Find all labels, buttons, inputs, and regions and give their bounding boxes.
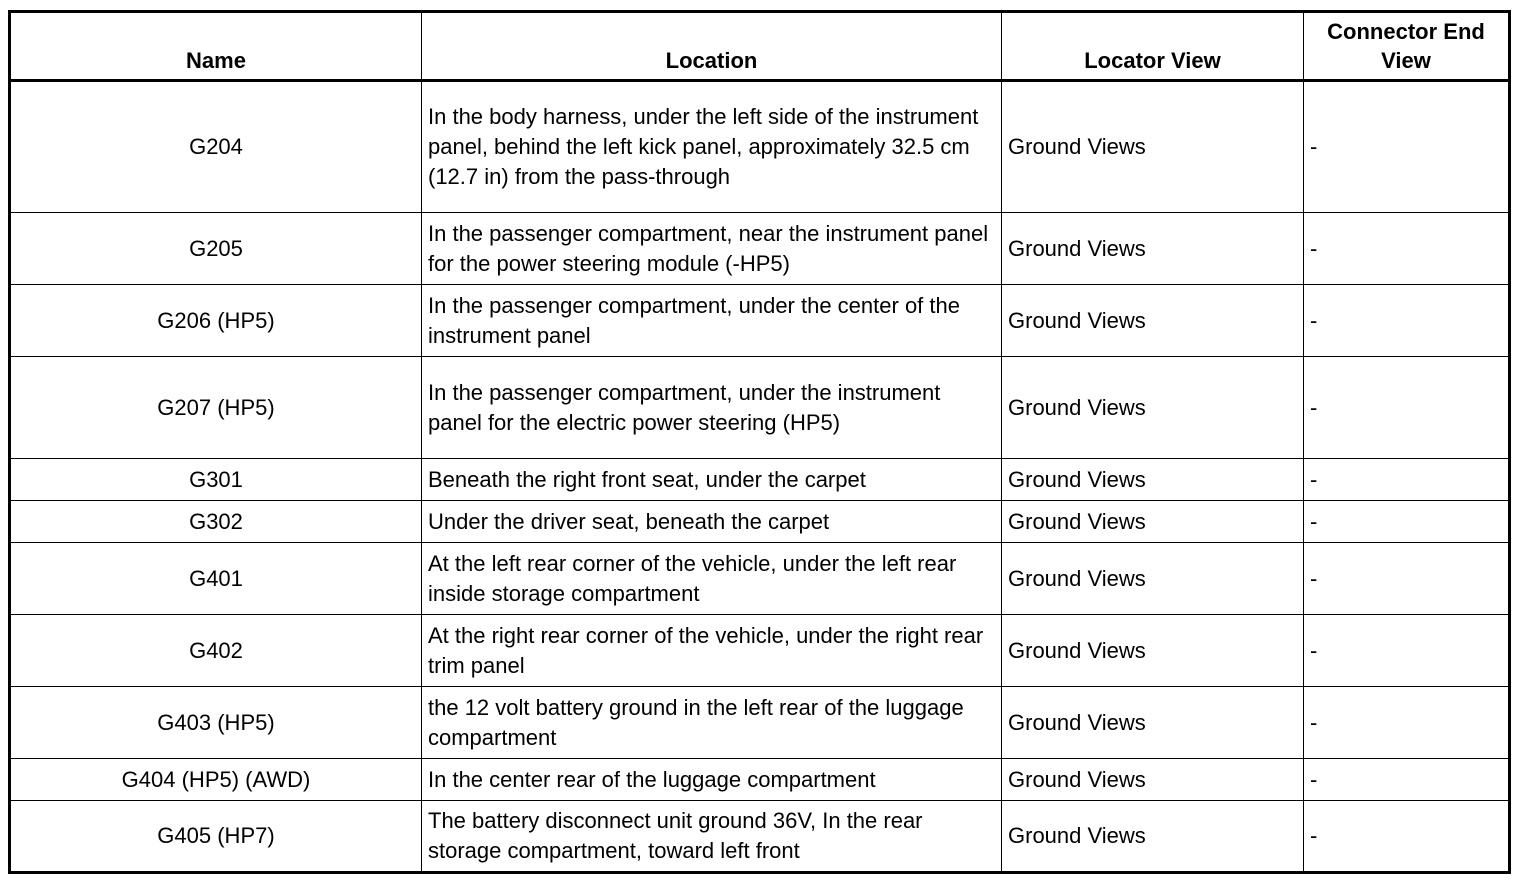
cell-name: G301 <box>10 459 422 501</box>
table-row <box>10 81 1510 213</box>
cell-connector-end-view: - <box>1304 213 1510 285</box>
cell-location: Beneath the right front seat, under the carpet <box>422 459 1002 501</box>
cell-location: In the passenger compartment, under the center of the instrument panel <box>422 285 1002 357</box>
cell-connector-end-view: - <box>1304 801 1510 873</box>
cell-locator-view-link[interactable]: Ground Views <box>1002 357 1304 459</box>
table-row <box>10 543 1510 615</box>
table-row <box>10 687 1510 759</box>
cell-location: In the body harness, under the left side of the instrument panel, behind the left kick panel, approximately 32.5 cm (12.7 in) from the pass-through <box>422 81 1002 213</box>
cell-name: G207 (HP5) <box>10 357 422 459</box>
cell-name: G402 <box>10 615 422 687</box>
cell-locator-view-link[interactable]: Ground Views <box>1002 687 1304 759</box>
cell-locator-view-link[interactable]: Ground Views <box>1002 759 1304 801</box>
cell-locator-view-link[interactable]: Ground Views <box>1002 801 1304 873</box>
cell-location: In the passenger compartment, near the instrument panel for the power steering module (-HP5) <box>422 213 1002 285</box>
cell-locator-view-link[interactable]: Ground Views <box>1002 501 1304 543</box>
cell-locator-view-link[interactable]: Ground Views <box>1002 81 1304 213</box>
cell-connector-end-view: - <box>1304 759 1510 801</box>
table-row <box>10 213 1510 285</box>
cell-connector-end-view: - <box>1304 543 1510 615</box>
cell-name: G204 <box>10 81 422 213</box>
cell-locator-view-link[interactable]: Ground Views <box>1002 615 1304 687</box>
cell-locator-view-link[interactable]: Ground Views <box>1002 459 1304 501</box>
cell-connector-end-view: - <box>1304 357 1510 459</box>
table-body <box>10 81 1510 873</box>
table-row <box>10 759 1510 801</box>
cell-name: G401 <box>10 543 422 615</box>
header-row <box>10 12 1510 81</box>
cell-connector-end-view: - <box>1304 615 1510 687</box>
cell-name: G205 <box>10 213 422 285</box>
cell-connector-end-view: - <box>1304 687 1510 759</box>
cell-locator-view-link[interactable]: Ground Views <box>1002 213 1304 285</box>
cell-connector-end-view: - <box>1304 459 1510 501</box>
cell-locator-view-link[interactable]: Ground Views <box>1002 543 1304 615</box>
cell-name: G403 (HP5) <box>10 687 422 759</box>
table-header <box>10 12 1510 81</box>
table-row <box>10 459 1510 501</box>
cell-name: G405 (HP7) <box>10 801 422 873</box>
cell-name: G206 (HP5) <box>10 285 422 357</box>
table-row <box>10 285 1510 357</box>
header-connector-end-view: Connector End View <box>1304 12 1510 81</box>
header-name: Name <box>10 12 422 81</box>
cell-location: The battery disconnect unit ground 36V, In the rear storage compartment, toward left front <box>422 801 1002 873</box>
table-row <box>10 357 1510 459</box>
header-location: Location <box>422 12 1002 81</box>
cell-connector-end-view: - <box>1304 285 1510 357</box>
table-row <box>10 801 1510 873</box>
table-row <box>10 501 1510 543</box>
cell-locator-view-link[interactable]: Ground Views <box>1002 285 1304 357</box>
cell-location: Under the driver seat, beneath the carpet <box>422 501 1002 543</box>
header-locator-view: Locator View <box>1002 12 1304 81</box>
cell-connector-end-view: - <box>1304 501 1510 543</box>
cell-location: the 12 volt battery ground in the left rear of the luggage compartment <box>422 687 1002 759</box>
cell-location: In the passenger compartment, under the instrument panel for the electric power steering (HP5) <box>422 357 1002 459</box>
ground-locations-table <box>8 10 1511 874</box>
cell-connector-end-view: - <box>1304 81 1510 213</box>
table-row <box>10 615 1510 687</box>
cell-location: At the right rear corner of the vehicle, under the right rear trim panel <box>422 615 1002 687</box>
cell-location: In the center rear of the luggage compartment <box>422 759 1002 801</box>
cell-location: At the left rear corner of the vehicle, under the left rear inside storage compartment <box>422 543 1002 615</box>
cell-name: G302 <box>10 501 422 543</box>
cell-name: G404 (HP5) (AWD) <box>10 759 422 801</box>
